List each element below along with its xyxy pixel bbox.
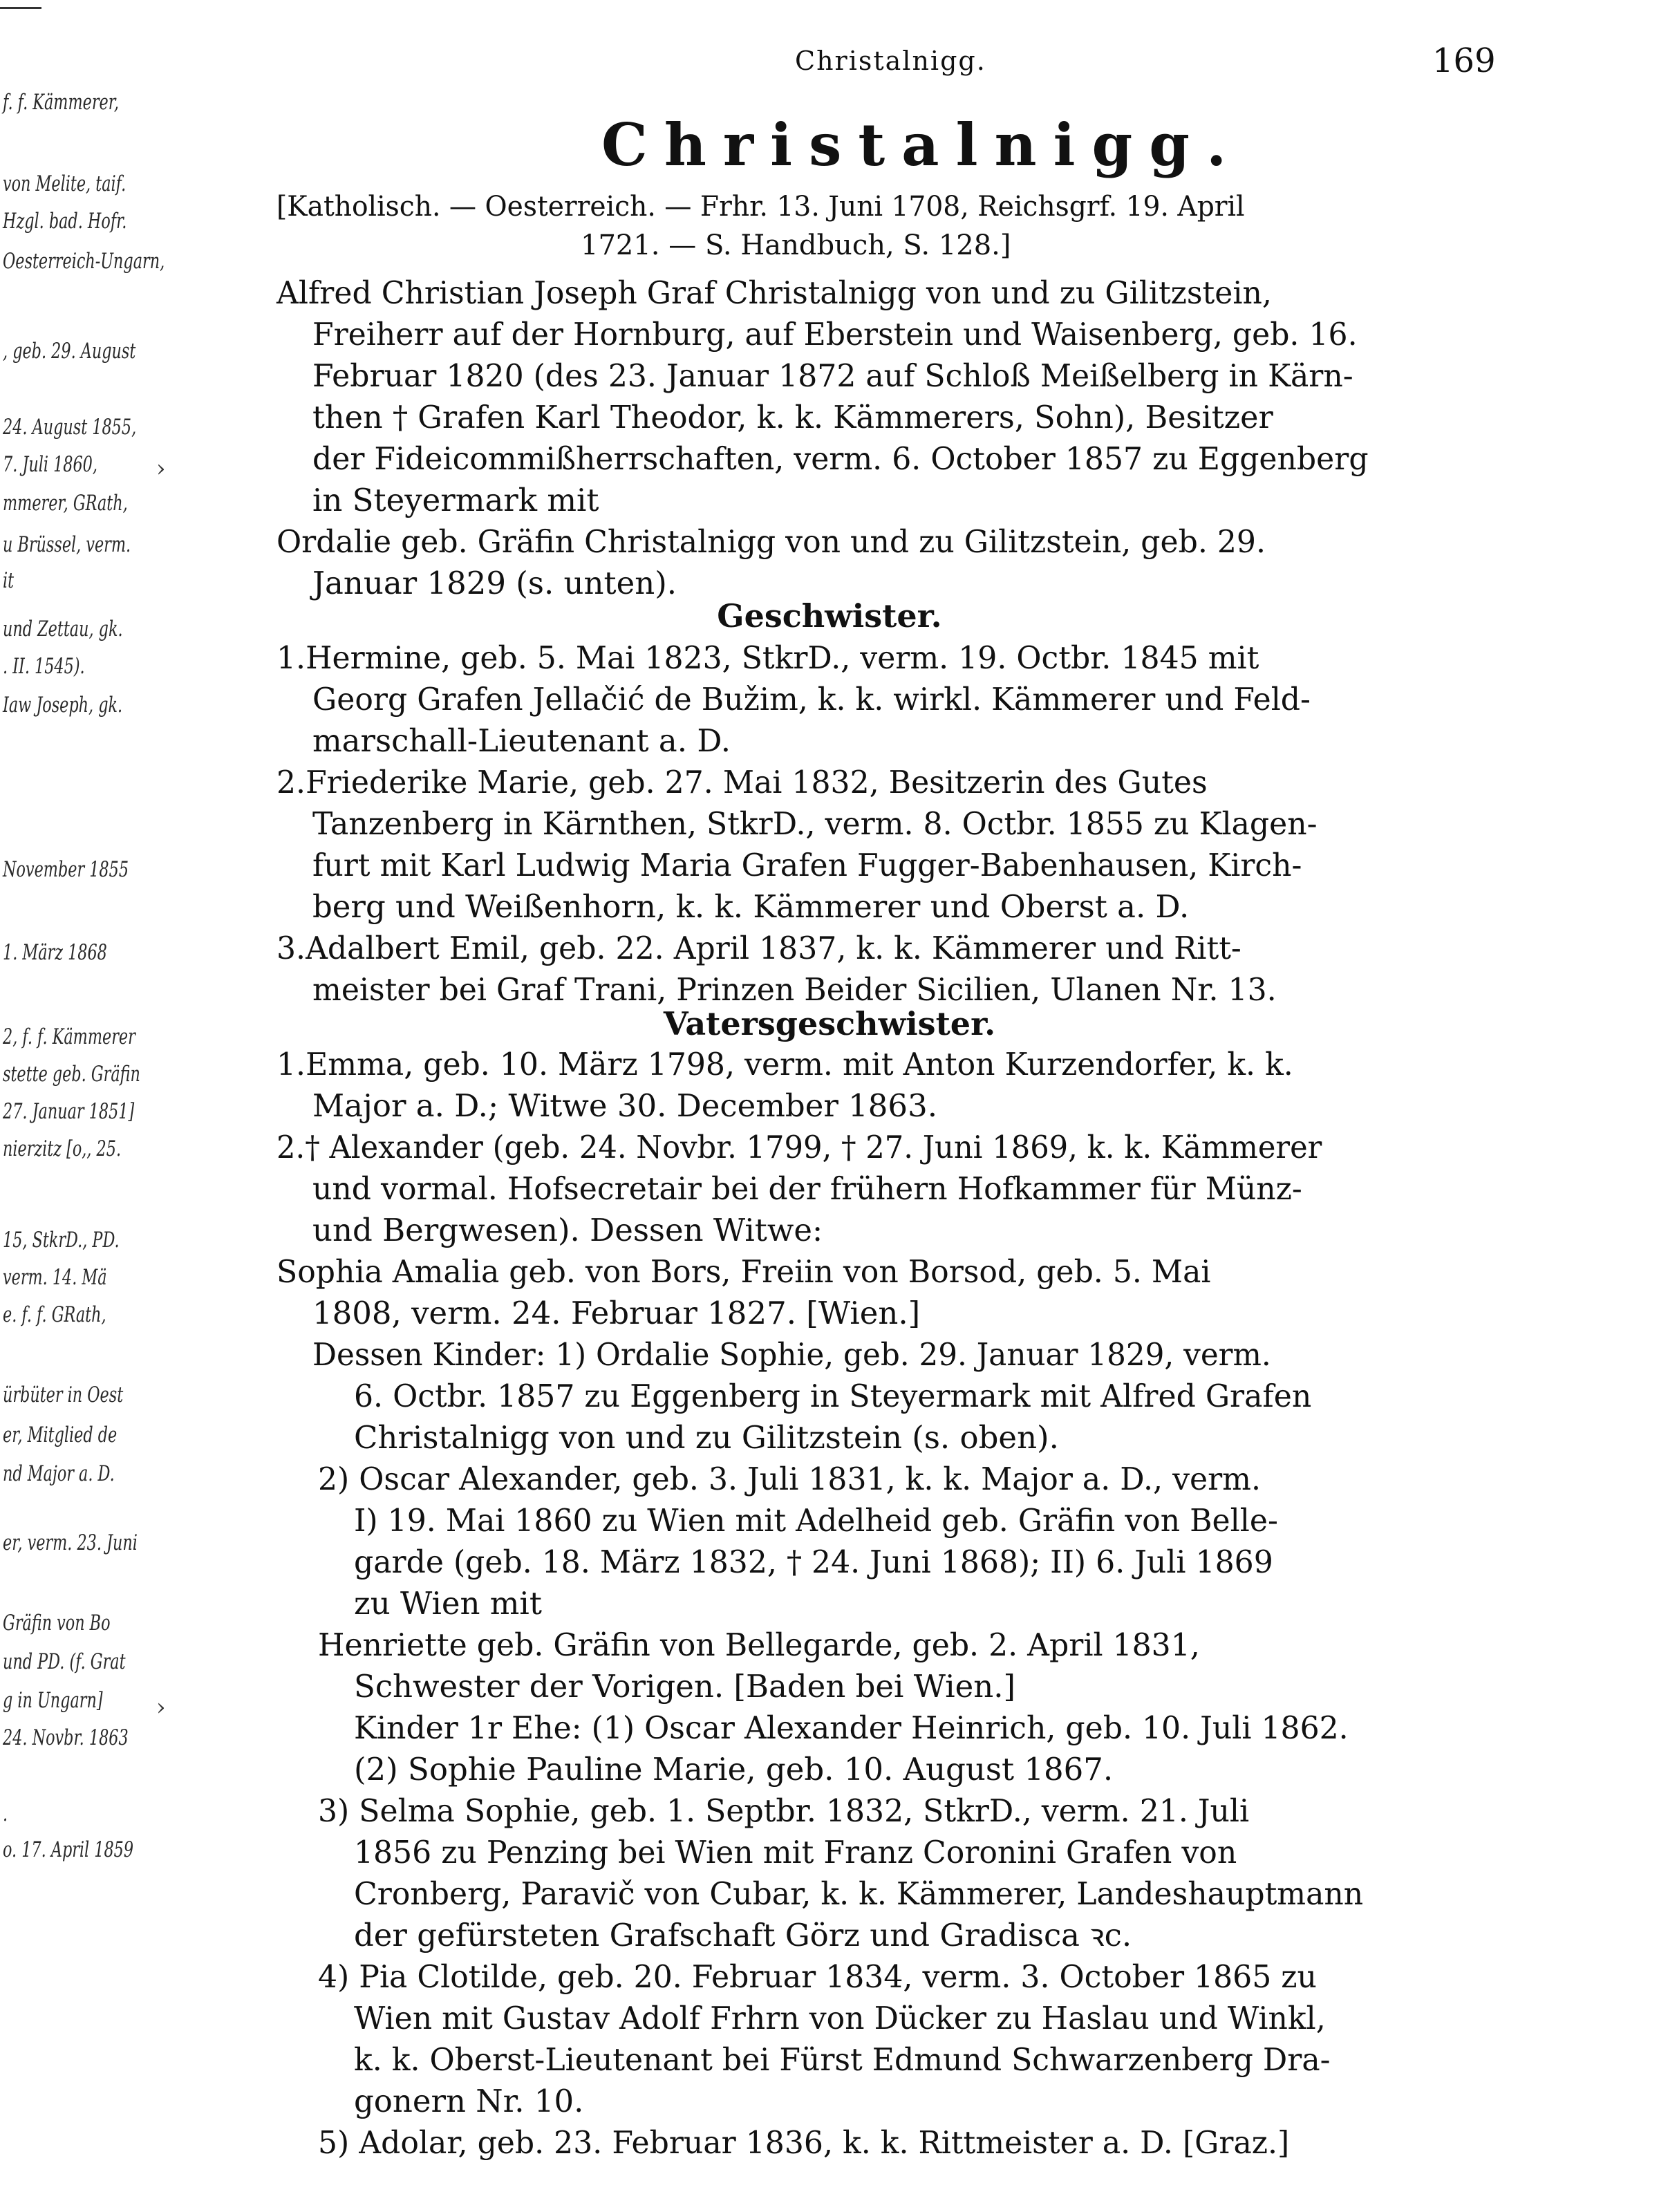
head-line: Ordalie geb. Gräfin Christalnigg von und zu Gilitzstein, geb. 29. (276, 523, 1266, 560)
paternal-line: k. k. Oberst-Lieutenant bei Fürst Edmund Schwarzenberg Dra- (354, 2041, 1331, 2078)
paternal-line: 2) Oscar Alexander, geb. 3. Juli 1831, k. k. Major a. D., verm. (318, 1461, 1262, 1497)
head-line: Februar 1820 (des 23. Januar 1872 auf Schloß Meißelberg in Kärn- (312, 357, 1353, 394)
margin-fragment: 2, f. f. Kämmerer (3, 1024, 135, 1049)
margin-fragment: 7. Juli 1860, (3, 452, 97, 477)
margin-fragment: e. f. f. GRath, (3, 1302, 106, 1327)
margin-fragment: und Zettau, gk. (3, 617, 123, 641)
sibling-line: furt mit Karl Ludwig Maria Grafen Fugger-Babenhausen, Kirch- (312, 847, 1302, 883)
paternal-line: 2.† Alexander (geb. 24. Novbr. 1799, † 27. Juni 1869, k. k. Kämmerer (276, 1129, 1322, 1165)
paternal-line: Henriette geb. Gräfin von Bellegarde, geb. 2. April 1831, (318, 1627, 1200, 1663)
facing-page-margin (0, 55, 166, 2129)
family-title: Christalnigg. (601, 111, 1244, 179)
paternal-line: 3) Selma Sophie, geb. 1. Septbr. 1832, StkrD., verm. 21. Juli (318, 1792, 1250, 1829)
sibling-line: berg und Weißenhorn, k. k. Kämmerer und Oberst a. D. (312, 888, 1190, 925)
margin-fragment: . (3, 1801, 8, 1826)
paternal-line: garde (geb. 18. März 1832, † 24. Juni 1868); II) 6. Juli 1869 (354, 1544, 1273, 1580)
margin-fragment: g in Ungarn] (3, 1688, 103, 1713)
margin-fragment: November 1855 (3, 857, 129, 882)
running-head: Christalnigg. (795, 46, 986, 76)
paternal-heading: Vatersgeschwister. (663, 1005, 996, 1042)
intro-line: [Katholisch. — Oesterreich. — Frhr. 13. Juni 1708, Reichsgrf. 19. April (276, 191, 1245, 223)
margin-fragment: nierzitz [o,, 25. (3, 1136, 122, 1161)
paternal-line: gonern Nr. 10. (354, 2083, 584, 2119)
paternal-line: Kinder 1r Ehe: (1) Oscar Alexander Heinrich, geb. 10. Juli 1862. (354, 1709, 1349, 1746)
head-line: then † Grafen Karl Theodor, k. k. Kämmerers, Sohn), Besitzer (312, 399, 1273, 435)
margin-fragment: f. f. Kämmerer, (3, 90, 120, 115)
page-number: 169 (1432, 41, 1496, 80)
margin-fragment: , geb. 29. August (3, 339, 136, 364)
paternal-line: Sophia Amalia geb. von Bors, Freiin von Borsod, geb. 5. Mai (276, 1253, 1211, 1290)
margin-fragment: 15, StkrD., PD. (3, 1228, 120, 1253)
paternal-line: und Bergwesen). Dessen Witwe: (312, 1212, 823, 1248)
paternal-line: Wien mit Gustav Adolf Frhrn von Dücker zu Haslau und Winkl, (354, 2000, 1326, 2036)
margin-fragment: er, verm. 23. Juni (3, 1530, 138, 1555)
margin-arrow-icon: › (156, 1694, 166, 1721)
margin-fragment: . II. 1545). (3, 654, 85, 679)
sibling-line: 2.Friederike Marie, geb. 27. Mai 1832, Besitzerin des Gutes (276, 764, 1208, 800)
margin-fragment: 24. Novbr. 1863 (3, 1725, 129, 1750)
sibling-line: 3.Adalbert Emil, geb. 22. April 1837, k. k. Kämmerer und Ritt- (276, 930, 1241, 966)
margin-fragment: mmerer, GRath, (3, 491, 128, 516)
paternal-line: Major a. D.; Witwe 30. December 1863. (312, 1087, 937, 1124)
paternal-line: 1.Emma, geb. 10. März 1798, verm. mit Anton Kurzendorfer, k. k. (276, 1046, 1293, 1082)
paternal-line: 4) Pia Clotilde, geb. 20. Februar 1834, verm. 3. October 1865 zu (318, 1958, 1317, 1995)
margin-fragment: verm. 14. Mä (3, 1265, 107, 1290)
sibling-line: marschall-Lieutenant a. D. (312, 722, 731, 759)
margin-fragment: Oesterreich-Ungarn, (3, 249, 165, 274)
paternal-line: Christalnigg von und zu Gilitzstein (s. oben). (354, 1419, 1059, 1456)
margin-fragment: o. 17. April 1859 (3, 1837, 134, 1862)
paternal-line: Cronberg, Paravič von Cubar, k. k. Kämmerer, Landeshauptmann (354, 1875, 1364, 1912)
head-line: der Fideicommißherrschaften, verm. 6. October 1857 zu Eggenberg (312, 440, 1369, 477)
paternal-line: 6. Octbr. 1857 zu Eggenberg in Steyermark mit Alfred Grafen (354, 1378, 1312, 1414)
margin-fragment: it (3, 568, 15, 593)
margin-fragment: 24. August 1855, (3, 415, 137, 440)
sibling-line: 1.Hermine, geb. 5. Mai 1823, StkrD., verm. 19. Octbr. 1845 mit (276, 639, 1259, 676)
margin-fragment: Hzgl. bad. Hofr. (3, 209, 127, 234)
head-line: Freiherr auf der Hornburg, auf Eberstein und Waisenberg, geb. 16. (312, 316, 1358, 353)
intro-line: 1721. — S. Handbuch, S. 128.] (581, 229, 1011, 261)
margin-arrow-icon: › (156, 455, 166, 482)
paternal-line: 1808, verm. 24. Februar 1827. [Wien.] (312, 1295, 921, 1331)
head-line: Januar 1829 (s. unten). (312, 565, 677, 601)
sibling-line: meister bei Graf Trani, Prinzen Beider Sicilien, Ulanen Nr. 13. (312, 971, 1277, 1008)
paternal-line: der gefürsteten Grafschaft Görz und Gradisca ꝛc. (354, 1917, 1132, 1953)
margin-fragment: nd Major a. D. (3, 1461, 115, 1486)
paternal-line: zu Wien mit (354, 1585, 542, 1622)
margin-fragment: Iaw Joseph, gk. (3, 693, 123, 718)
sibling-line: Tanzenberg in Kärnthen, StkrD., verm. 8. Octbr. 1855 zu Klagen- (312, 805, 1318, 842)
margin-fragment: Gräfin von Bo (3, 1611, 111, 1635)
paternal-line: I) 19. Mai 1860 zu Wien mit Adelheid geb. Gräfin von Belle- (354, 1502, 1278, 1539)
paternal-line: 1856 zu Penzing bei Wien mit Franz Coronini Grafen von (354, 1834, 1237, 1871)
paternal-line: Dessen Kinder: 1) Ordalie Sophie, geb. 29. Januar 1829, verm. (312, 1336, 1271, 1373)
siblings-heading: Geschwister. (717, 597, 942, 635)
margin-fragment: 1. März 1868 (3, 940, 107, 965)
paternal-line: 5) Adolar, geb. 23. Februar 1836, k. k. Rittmeister a. D. [Graz.] (318, 2124, 1290, 2161)
margin-fragment: er, Mitglied de (3, 1423, 118, 1447)
margin-fragment: u Brüssel, verm. (3, 532, 131, 557)
paternal-line: (2) Sophie Pauline Marie, geb. 10. August 1867. (354, 1751, 1114, 1788)
margin-rule (0, 0, 41, 9)
sibling-line: Georg Grafen Jellačić de Bužim, k. k. wirkl. Kämmerer und Feld- (312, 681, 1311, 718)
margin-fragment: und PD. (f. Grat (3, 1649, 126, 1674)
margin-fragment: 27. Januar 1851] (3, 1099, 135, 1124)
head-line: Alfred Christian Joseph Graf Christalnigg von und zu Gilitzstein, (276, 274, 1272, 311)
paternal-line: Schwester der Vorigen. [Baden bei Wien.] (354, 1668, 1016, 1705)
head-line: in Steyermark mit (312, 482, 599, 518)
margin-fragment: von Melite, taif. (3, 171, 126, 196)
margin-fragment: ürbüter in Oest (3, 1382, 124, 1407)
margin-fragment: stette geb. Gräfin (3, 1062, 140, 1087)
paternal-line: und vormal. Hofsecretair bei der frühern Hofkammer für Münz- (312, 1170, 1302, 1207)
